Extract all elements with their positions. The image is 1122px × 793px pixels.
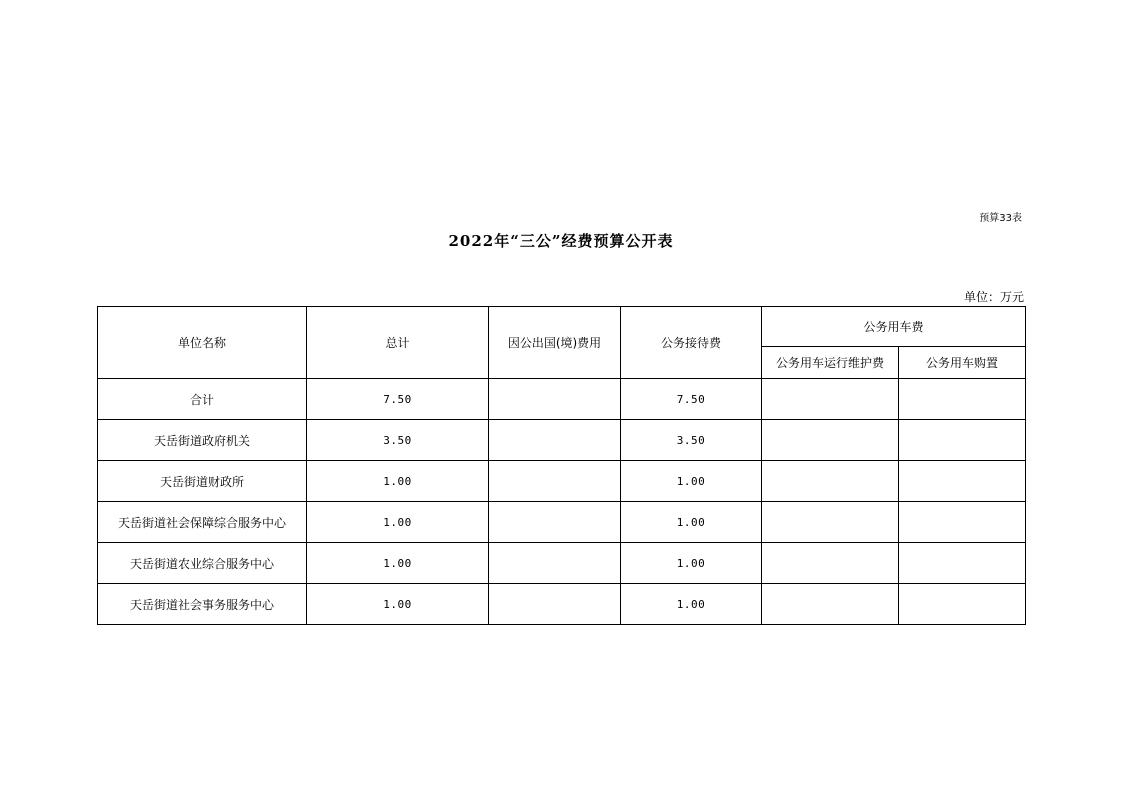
- table-row: [98, 543, 1026, 584]
- cell-overseas: [489, 502, 621, 543]
- unit-label: 单位：万元: [963, 290, 1024, 304]
- table-header-row: [98, 307, 1026, 347]
- cell-overseas: [489, 379, 621, 420]
- cell-vehicle-operation: [762, 584, 899, 625]
- cell-reception: 1.00: [621, 502, 762, 543]
- cell-total: 1.00: [307, 543, 489, 584]
- cell-unit-name: 天岳街道政府机关: [98, 420, 307, 461]
- cell-overseas: [489, 543, 621, 584]
- cell-total: 1.00: [307, 461, 489, 502]
- header-vehicle-operation: 公务用车运行维护费: [762, 347, 899, 379]
- cell-total: 7.50: [307, 379, 489, 420]
- cell-reception: 3.50: [621, 420, 762, 461]
- cell-vehicle-purchase: [899, 584, 1026, 625]
- cell-overseas: [489, 461, 621, 502]
- cell-reception: 1.00: [621, 543, 762, 584]
- cell-vehicle-purchase: [899, 379, 1026, 420]
- cell-total: 3.50: [307, 420, 489, 461]
- budget-table: [97, 306, 1026, 625]
- table-row: [98, 461, 1026, 502]
- header-vehicle-purchase: 公务用车购置: [899, 347, 1026, 379]
- table-row: [98, 379, 1026, 420]
- cell-reception: 1.00: [621, 584, 762, 625]
- header-total: 总计: [307, 307, 489, 379]
- cell-unit-name: 天岳街道社会保障综合服务中心: [98, 502, 307, 543]
- page-title: 2022年“三公”经费预算公开表: [448, 232, 674, 250]
- cell-total: 1.00: [307, 584, 489, 625]
- cell-overseas: [489, 420, 621, 461]
- cell-vehicle-operation: [762, 420, 899, 461]
- cell-vehicle-operation: [762, 502, 899, 543]
- header-unit-name: 单位名称: [98, 307, 307, 379]
- cell-vehicle-purchase: [899, 461, 1026, 502]
- form-number: 预算33表: [979, 213, 1022, 224]
- cell-unit-name: 合计: [98, 379, 307, 420]
- table-row: [98, 584, 1026, 625]
- cell-reception: 7.50: [621, 379, 762, 420]
- header-vehicle: 公务用车费: [762, 307, 1026, 347]
- cell-vehicle-purchase: [899, 543, 1026, 584]
- header-overseas: 因公出国(境)费用: [489, 307, 621, 379]
- cell-unit-name: 天岳街道农业综合服务中心: [98, 543, 307, 584]
- cell-vehicle-operation: [762, 461, 899, 502]
- cell-vehicle-purchase: [899, 502, 1026, 543]
- cell-vehicle-operation: [762, 543, 899, 584]
- header-reception: 公务接待费: [621, 307, 762, 379]
- cell-unit-name: 天岳街道财政所: [98, 461, 307, 502]
- cell-total: 1.00: [307, 502, 489, 543]
- cell-unit-name: 天岳街道社会事务服务中心: [98, 584, 307, 625]
- cell-vehicle-purchase: [899, 420, 1026, 461]
- cell-vehicle-operation: [762, 379, 899, 420]
- cell-reception: 1.00: [621, 461, 762, 502]
- table-row: [98, 502, 1026, 543]
- table-row: [98, 420, 1026, 461]
- cell-overseas: [489, 584, 621, 625]
